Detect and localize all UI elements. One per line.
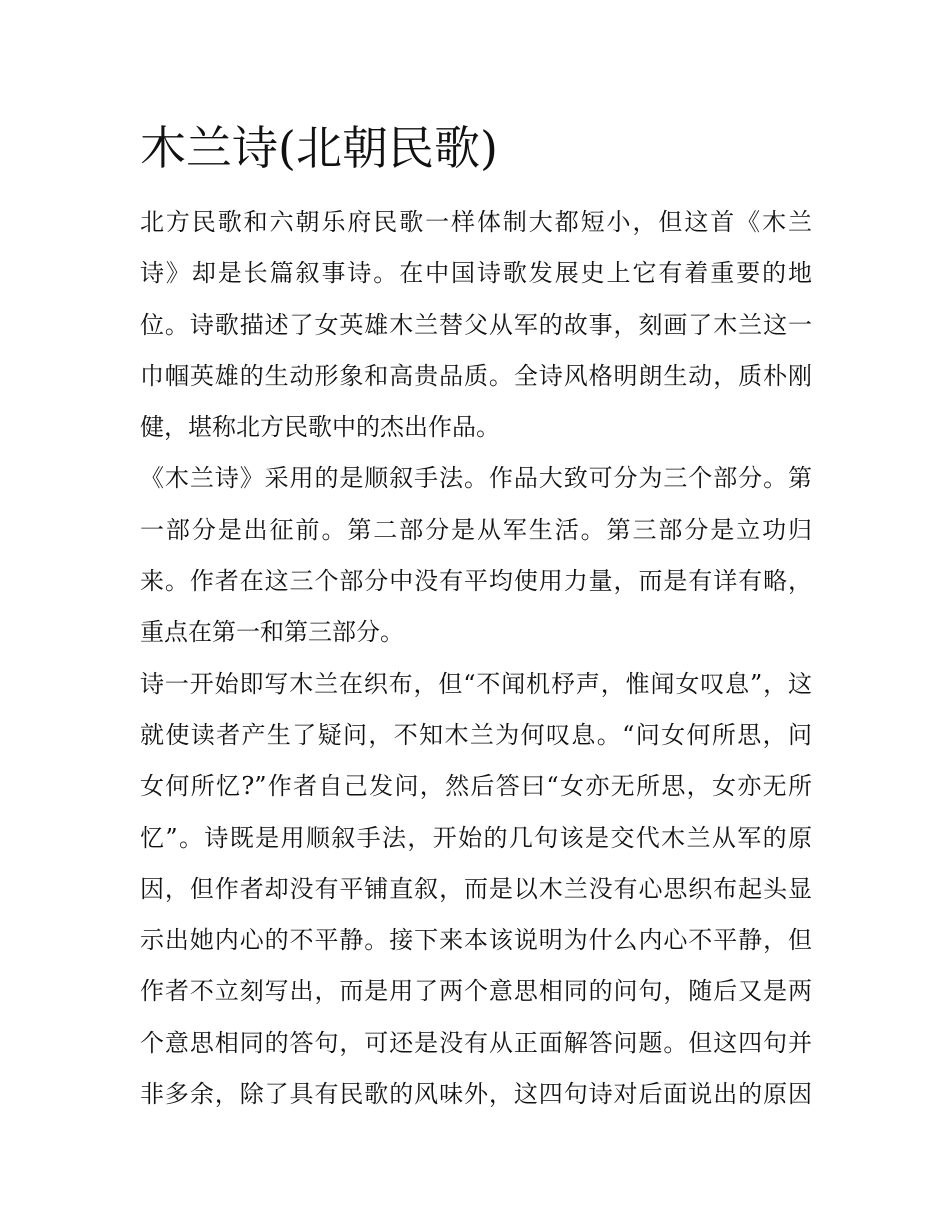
- paragraph-3-line: 作者不立刻写出，而是用了两个意思相同的问句，随后又是两: [140, 977, 812, 1006]
- paragraph-3-line: 非多余，除了具有民歌的风味外，这四句诗对后面说出的原因: [140, 1080, 812, 1109]
- paragraph-2-line: 一部分是出征前。第二部分是从军生活。第三部分是立功归: [140, 515, 812, 544]
- paragraph-1-line: 健，堪称北方民歌中的杰出作品。: [140, 413, 500, 442]
- paragraph-3-line: 就使读者产生了疑问，不知木兰为何叹息。“问女何所思，问: [140, 720, 812, 749]
- paragraph-1-line: 位。诗歌描述了女英雄木兰替父从军的故事，刻画了木兰这一: [140, 310, 812, 339]
- paragraph-2-line: 重点在第一和第三部分。: [140, 618, 404, 647]
- paragraph-2-line: 《木兰诗》采用的是顺叙手法。作品大致可分为三个部分。第: [140, 464, 812, 493]
- document-body: [140, 200, 812, 1123]
- paragraph-3-line: 示出她内心的不平静。接下来本该说明为什么内心不平静，但: [140, 926, 812, 955]
- paragraph-3-line: 忆”。诗既是用顺叙手法，开始的几句该是交代木兰从军的原: [140, 823, 812, 852]
- paragraph-1-line: 巾帼英雄的生动形象和高贵品质。全诗风格明朗生动，质朴刚: [140, 361, 812, 390]
- paragraph-1-line: 诗》却是长篇叙事诗。在中国诗歌发展史上它有着重要的地: [140, 259, 812, 288]
- paragraph-3-line: 个意思相同的答句，可还是没有从正面解答问题。但这四句并: [140, 1028, 812, 1057]
- paragraph-2-line: 来。作者在这三个部分中没有平均使用力量，而是有详有略，: [140, 567, 812, 596]
- paragraph-3-line: 女何所忆?”作者自己发问，然后答曰“女亦无所思，女亦无所: [140, 772, 812, 801]
- paragraph-1-line: 北方民歌和六朝乐府民歌一样体制大都短小，但这首《木兰: [140, 208, 812, 236]
- document-title: 木兰诗(北朝民歌): [140, 121, 498, 175]
- paragraph-3-line: 因，但作者却没有平铺直叙，而是以木兰没有心思织布起头显: [140, 874, 812, 903]
- paragraph-3-line: 诗一开始即写木兰在织布，但“不闻机杼声，惟闻女叹息”，这: [140, 669, 812, 698]
